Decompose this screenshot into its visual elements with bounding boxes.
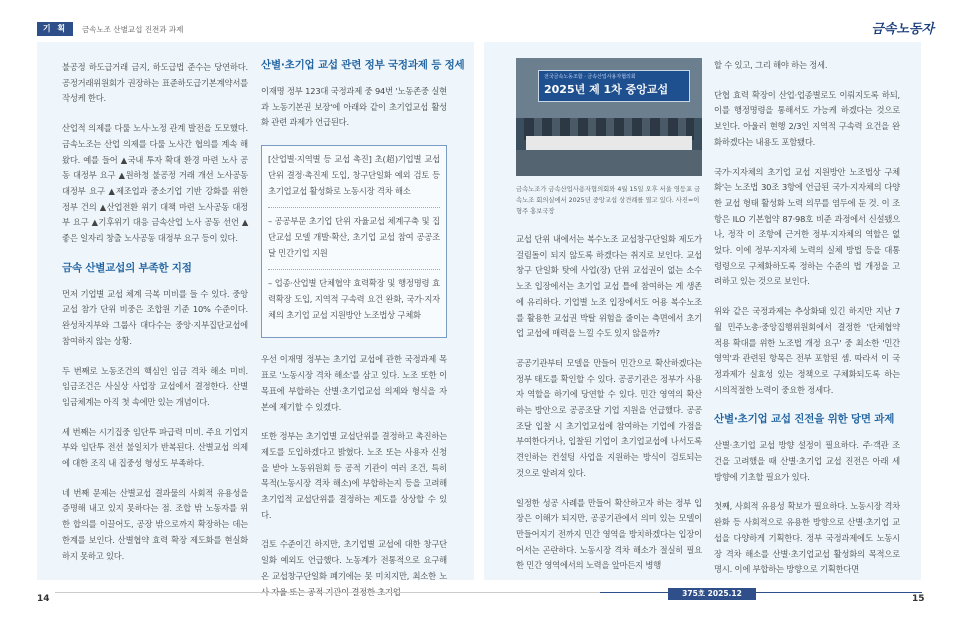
body-paragraph: 우선 이재명 정부는 초기업 교섭에 관한 국정과제 목표로 '노동시장 격차 해소'를 삼고 있다. 노조 또한 이 목표에 부합하는 산별·초기업교섭 의제와 형식을 자본에 제기할 수 있겠다. — [261, 354, 447, 412]
header-title: 금속노조 산별교섭 진전과 과제 — [82, 25, 184, 34]
photo-table — [526, 136, 692, 150]
section-heading: 금속 산별교섭의 부족한 지점 — [62, 261, 192, 274]
body-paragraph: 산업적 의제를 다룰 노사·노정 관계 발전을 도모했다. 금속노조는 산업 의제를 다룰 노사간 협의를 계속 해왔다. 예를 들어 ▲국내 투자 확대 환경 마련 노사 공동 대정부 요구 ▲원하청 불공정 거래 개선 노사공동 대정부 요구 ▲제조업과 중소기업 기반 강화를 위한 정부 건의 ▲산업전환 위기 대책 마련 노사공동 대정부 요구 ▲기후위기 대응 금속산업 노사 공동 선언 ▲좋은 일자리 창출 노사공동 대정부 요구 등이 있다. — [62, 123, 248, 244]
divider — [268, 207, 440, 208]
column-4 — [714, 58, 900, 592]
section-tag: 기 획 — [37, 22, 73, 36]
body-paragraph: 세 번째는 시기집중 임단투 파급력 미비. 주요 기업지부와 임단투 전선 불일치가 반복된다. 산별교섭 의제에 대한 조직 내 집중성 형성도 부족하다. — [62, 426, 248, 469]
footer-rule — [55, 592, 607, 593]
body-paragraph: 불공정 하도급거래 금지, 하도급법 준수는 당연하다. 공정거래위원회가 권장하는 표준하도급기본계약서를 작성케 한다. — [62, 62, 248, 104]
policy-item: – 업종·산업별 단체협약 효력확장 및 행정명령 효력확장 도입, 지역적 구속력 요건 완화, 국가·지자체의 초기업 교섭 지원방안 노조법상 구체화 — [268, 278, 440, 320]
divider — [268, 269, 440, 270]
body-paragraph: 먼저 기업별 교섭 체계 극복 미비를 들 수 있다. 중앙교섭 참가 단위 비중은 조합원 기준 10% 수준이다. 완성차지부와 그룹사 대다수는 중앙·지부집단교섭에 참여하지 않는 상황. — [62, 288, 248, 346]
meeting-photo — [516, 58, 702, 176]
body-paragraph: 위와 같은 국정과제는 추상화돼 있긴 하지만 지난 7월 민주노총·중앙집행위원회에서 결정한 '단체협약 적용 확대를 위한 노조법 개정 요구' 중 최소한 '민간 영역'과 관련된 항목은 전부 포함된 셈. 따라서 이 국정과제가 실효성 있는 정책으로 구체화되도록 하는 시의적절한 노력이 중요한 정세다. — [714, 306, 900, 395]
body-paragraph: 할 수 있고, 그리 해야 하는 정세. — [714, 60, 828, 70]
section-heading: 산별·초기업 교섭 진전을 위한 당면 과제 — [714, 413, 895, 426]
photo-banner-subtitle: 전국금속노동조합 · 금속산업사용자협의회 — [544, 74, 636, 80]
body-paragraph: 두 번째로 노동조건의 핵심인 임금 격차 해소 미비. 임금조건은 사실상 사업장 교섭에서 결정한다. 산별임금체계는 아직 첫 속에만 있는 개념이다. — [62, 365, 248, 407]
body-paragraph: 이재명 정부 123대 국정과제 중 94번 '노동존중 실현과 노동기본권 보장'에 아래와 같이 초기업교섭 활성화 관련 과제가 언급된다. — [261, 86, 447, 128]
photo-caption: 금속노조가 금속산업사용자협의회와 4월 15일 오후 서울 영등포 금속노조 회의실에서 2025년 중앙교섭 상견례를 열고 있다. 사진=이형주 홍보국장 — [516, 186, 701, 215]
policy-item: [산업별·지역별 등 교섭 촉진] 초(超)기업별 교섭단위 결정·촉진제 도입, 창구단일화 예외 검토 등 초기업교섭 활성화로 노동시장 격차 해소 — [268, 154, 440, 196]
policy-item: – 공공부문 초기업 단위 자율교섭 체계구축 및 집단교섭 모델 개발·확산, 초기업 교섭 참여 공공조달 민간기업 지원 — [268, 216, 440, 258]
body-paragraph: 첫째, 사회적 유용성 확보가 필요하다. 노동시장 격차 완화 등 사회적으로 유용한 방향으로 산별·초기업 교섭을 다양하게 기획한다. 정부 국정과제에도 노동시장 격차 해소를 산별·초기업교섭 활성화의 목적으로 명시. 이에 부합하는 방향으로 기획한다면 — [714, 501, 900, 575]
footer-rule-accent — [600, 592, 922, 593]
body-paragraph: 공공기관부터 모델을 만들어 민간으로 확산하겠다는 정부 태도를 확인할 수 있다. 공공기관은 정부가 사용자 역할을 하기에 당연할 수 있다. 민간 영역의 확산하는 방안으로 공공조달 기업 지원을 언급했다. 공공조달 입찰 시 초기업교섭에 참여하는 기업에 가점을 부여한다거나, 입찰된 기업이 초기업교섭에 나서도록 견인하는 컨설팅 사업을 지원하는 방식이 검토되는 것으로 알려져 있다. — [516, 357, 702, 478]
body-paragraph: 산별·초기업 교섭 방향 설정이 필요하다. 주·객관 조건을 고려했을 때 산별·초기업 교섭 진전은 아래 세 방향에 기초할 필요가 있다. — [714, 440, 900, 482]
body-paragraph: 단협 효력 확장이 산업·업종별로도 이뤄지도록 하되, 이를 행정명령을 통해서도 가능케 하겠다는 것으로 보인다. 아울러 현행 2/3인 지역적 구속력 요건을 완화하겠다는 내용도 포함됐다. — [714, 89, 900, 147]
body-paragraph: 네 번째 문제는 산별교섭 결과물의 사회적 유용성을 증명해 내고 있지 못하다는 점. 조합 밖 노동자를 위한 합의를 이끌어도, 공장 밖으로까지 확장하는 데는 한계를 보인다. 산별협약 효력 확장 제도화를 현실화하지 못하고 있다. — [62, 487, 248, 561]
body-paragraph: 일정한 성공 사례를 만들어 확산하고자 하는 정부 입장은 이해가 되지만, 공공기관에서 의미 있는 모델이 만들어지기 전까지 민간 영역을 방치하겠다는 입장이어서는 곤란하다. 노동시장 격차 해소가 절실히 필요한 민간 영역에서의 노력을 앞마든지 병행 — [516, 497, 702, 571]
column-3 — [516, 232, 702, 588]
issue-badge: 375호 2025.12 — [668, 588, 756, 600]
body-paragraph: 교섭 단위 내에서는 복수노조 교섭창구단일화 제도가 걸림돌이 되지 않도록 하겠다는 취지로 보인다. 교섭창구 단일화 탓에 사업(장) 단위 교섭권이 없는 소수 노조 입장에서는 초기업 교섭 틀에 참여하는 게 생존에 유리하다. 기업별 노조 입장에서도 어용 복수노조를 활용한 교섭권 박탈 위험을 줄이는 측면에서 초기업 교섭에 매력을 느낄 수도 있지 않을까? — [516, 234, 702, 339]
policy-box — [261, 145, 447, 338]
magazine-logo: 금속노동자 — [871, 22, 934, 37]
column-2 — [261, 58, 465, 614]
page-number-left: 14 — [37, 594, 50, 604]
body-paragraph: 또한 정부는 초기업별 교섭단위를 결정하고 촉진하는 제도를 도입하겠다고 밝혔다. 노조 또는 사용자 신청을 받아 노동위원회 등 공적 기관이 여러 조건, 특히 목적(노동시장 격차 해소)에 부합하는지 등을 고려해 초기업적 교섭단위를 결정하는 제도를 상상할 수 있다. — [261, 431, 447, 520]
page-number-right: 15 — [912, 594, 925, 604]
photo-floor — [516, 150, 702, 176]
section-heading: 산별·초기업 교섭 관련 정부 국정과제 등 정세 — [261, 59, 465, 71]
body-paragraph: 국가·지자체의 초기업 교섭 지원방안 노조법상 구체화'는 노조법 30조 3항에 언급된 국가·지자체의 다양한 교섭 형태 활성화 노력 의무를 염두에 둔 것. 이 조항은 ILO 기본협약 87·98호 비준 과정에서 신설됐으나, 정작 이 조항에 근거한 정부·지자체의 역할은 없었다. 이에 정부·지자체 노력의 실체 방법 등을 대통령령으로 구체화하도록 정하는 수준의 법 개정을 고려하고 있는 것으로 보인다. — [714, 166, 900, 287]
photo-banner-title: 2025년 제 1차 중앙교섭 — [544, 83, 669, 96]
body-paragraph: 검토 수준이긴 하지만, 초기업별 교섭에 대한 창구단일화 예외도 언급했다. 노동계가 전통적으로 요구해 온 교섭창구단일화 폐기에는 못 미치지만, 최소한 노 — [261, 539, 447, 581]
column-1 — [62, 60, 248, 578]
